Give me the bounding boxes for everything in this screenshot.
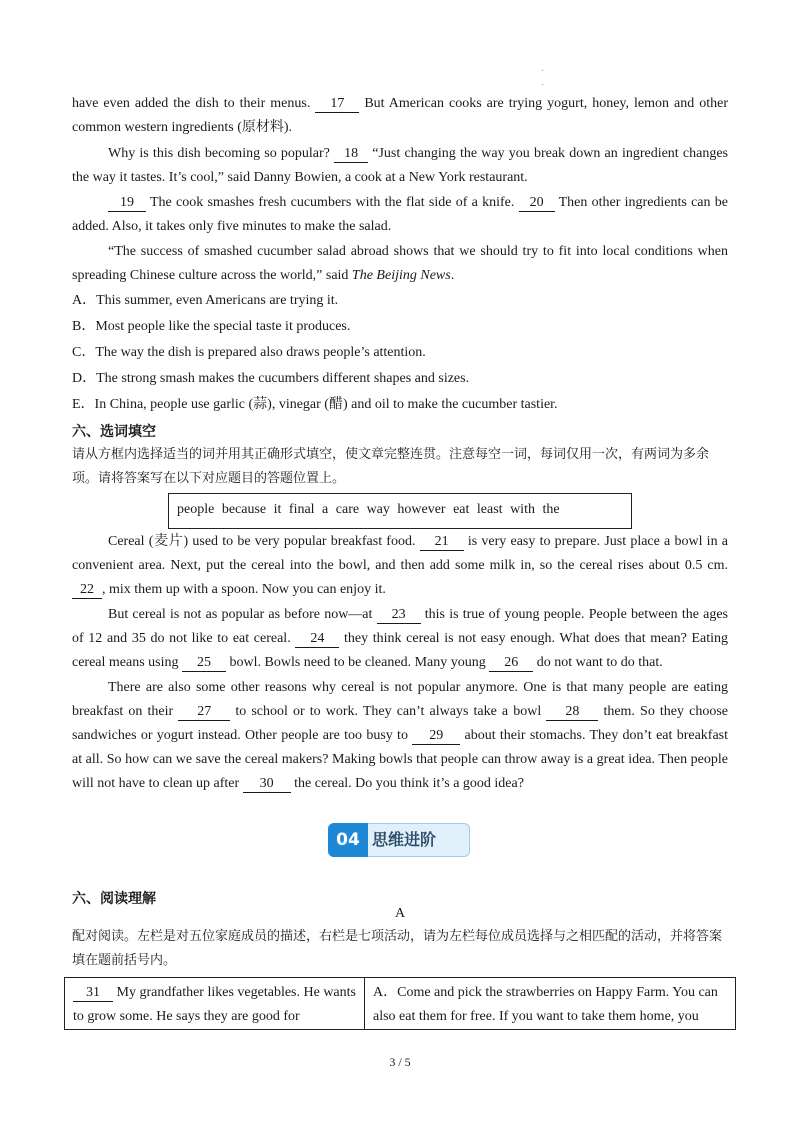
blank-31[interactable]: 31 (73, 985, 113, 1002)
blank-17[interactable]: 17 (315, 96, 359, 113)
cereal-paragraph-2: But cereal is not as popular as before now—at 23 this is true of young people. People between the ages of 12 and 35 do not like to eat cereal. 24 they think cereal is not easy enough. What does that mean? Eating cereal means using 25 bowl. Bowls need to be cleaned. Many young 26 do not want to do that. (72, 607, 729, 670)
passage-paragraph-2: Why is this dish becoming so popular? 18 “Just changing the way you break down an ingredient changes the way it tastes. It’s cool,” said Danny Bowien, a cook at a New York restaurant. (72, 146, 728, 185)
blank-24[interactable]: 24 (295, 631, 339, 648)
section-badge (328, 823, 470, 857)
source-name: The Beijing News (351, 268, 451, 283)
blank-18[interactable]: 18 (334, 146, 368, 163)
reading-instructions: 配对阅读。左栏是对五位家庭成员的描述，右栏是七项活动，请为左栏每位成员选择与之相匹配的活动，并将答案填在题前括号内。 (72, 929, 723, 968)
option-b: B．Most people like the special taste it produces. (72, 319, 351, 334)
blank-28[interactable]: 28 (546, 704, 598, 721)
blank-26[interactable]: 26 (489, 655, 533, 672)
option-d: D．The strong smash makes the cucumbers different shapes and sizes. (72, 371, 470, 386)
blank-22[interactable]: 22 (72, 582, 102, 599)
section-title-reading: 六、阅读理解 (72, 891, 156, 907)
passage-paragraph-3: 19 The cook smashes fresh cucumbers with the flat side of a knife. 20 Then other ingredients can be added. Also, it takes only five minutes to make the salad. (72, 195, 728, 234)
section-instructions-word-fill: 请从方框内选择适当的词并用其正确形式填空，使文章完整连贯。注意每空一词，每词仅用一次，有两词为多余项。请将答案写在以下对应题目的答题位置上。 (72, 447, 710, 486)
blank-23[interactable]: 23 (377, 607, 421, 624)
section-title-word-fill: 六、选词填空 (72, 424, 156, 440)
table-cell-left: 31 My grandfather likes vegetables. He wants to grow some. He says they are good for (65, 978, 365, 1029)
option-a: A．This summer, even Americans are trying it. (72, 293, 339, 308)
option-c: C．The way the dish is prepared also draws people’s attention. (72, 345, 426, 360)
passage-paragraph-4: “The success of smashed cucumber salad abroad shows that we should try to fit into local conditions when spreading Chinese culture across the world,” said The Beijing News. (72, 244, 728, 283)
word-bank-box: people because it final a care way however eat least with the (168, 493, 632, 529)
option-e: E．In China, people use garlic (蒜), vinegar (醋) and oil to make the cucumber tastier. (72, 397, 558, 412)
blank-30[interactable]: 30 (243, 776, 291, 793)
blank-29[interactable]: 29 (412, 728, 460, 745)
scan-dot: · (541, 66, 545, 77)
blank-27[interactable]: 27 (178, 704, 230, 721)
badge-number: 04 (328, 823, 368, 857)
blank-25[interactable]: 25 (182, 655, 226, 672)
reading-part-label: A (394, 906, 406, 921)
passage-paragraph-1: have even added the dish to their menus. 17 But American cooks are trying yogurt, honey, lemon and other common western ingredients (原材料). (72, 96, 728, 135)
blank-21[interactable]: 21 (420, 534, 464, 551)
table-cell-right: A．Come and pick the strawberries on Happy Farm. You can also eat them for free. If you want to take them home, you (373, 985, 718, 1024)
cereal-paragraph-1: Cereal (麦片) used to be very popular breakfast food. 21 is very easy to prepare. Just place a bowl in a convenient area. Next, put the cereal into the bowl, and then add some milk in, so the cereal rises about 0.5 cm. 22 , mix them up with a spoon. Now you can enjoy it. (72, 534, 728, 597)
cereal-paragraph-3: There are also some other reasons why cereal is not popular anymore. One is that many people are eating breakfast on their 27 to school or to work. They can’t always take a bowl 28 them. So they choose sandwiches or yogurt instead. Other people are too busy to 29 about their stomachs. They don’t eat breakfast at all. So how can we save the cereal makers? Making bowls that people can throw away is a great idea. Then people will not have to clean up after 30 the cereal. Do you think it’s a good idea? (72, 680, 728, 791)
blank-19[interactable]: 19 (108, 195, 146, 212)
matching-table (64, 977, 736, 1030)
blank-20[interactable]: 20 (519, 195, 555, 212)
page-number: 3 / 5 (389, 1055, 411, 1069)
scan-dot: · (541, 80, 545, 91)
badge-label: 思维进阶 (372, 830, 437, 849)
